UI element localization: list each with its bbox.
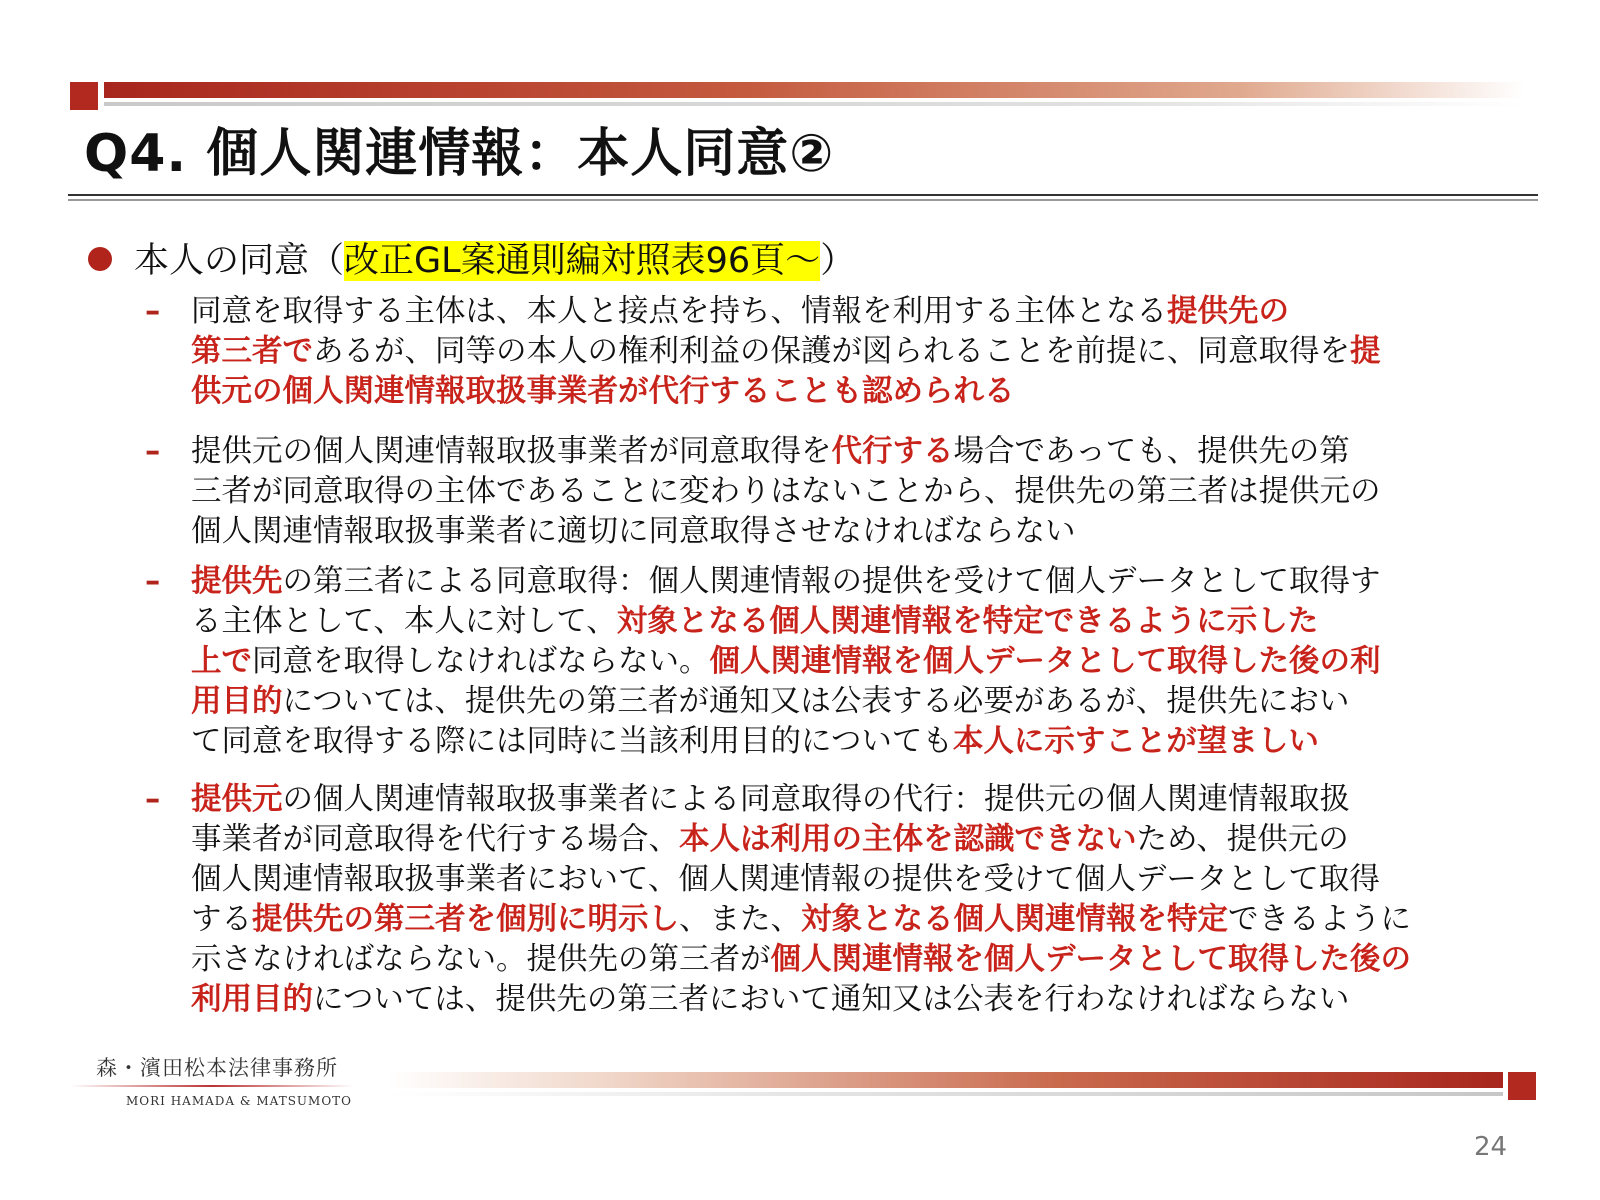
body-text: 同意を取得する主体は、本人と接点を持ち、情報を利用する主体となる (191, 294, 1167, 329)
slide-title: Q4. 個人関連情報：本人同意② (84, 124, 835, 184)
title-rule-secondary (68, 199, 1538, 201)
text-line (191, 780, 1541, 820)
body-text: 事業者が同意取得を代行する場合、 (191, 822, 679, 857)
emphasis-text: 供元の個人関連情報取扱事業者が代行することも認められる (191, 374, 1015, 409)
body-text: できるように (1228, 902, 1411, 937)
emphasis-text: 代行する (831, 434, 954, 469)
text-line (191, 472, 1541, 512)
body-text: 、また、 (679, 902, 801, 937)
dash-marker: – (145, 564, 161, 599)
emphasis-text: 利用目的 (191, 982, 313, 1017)
text-line (191, 900, 1541, 940)
text-line (191, 432, 1541, 472)
text-line (191, 562, 1541, 602)
text-line (191, 512, 1541, 552)
emphasis-text: 対象となる個人関連情報を特定 (801, 902, 1228, 937)
firm-name-japanese: 森・濱田松本法律事務所 (96, 1056, 338, 1080)
page-number: 24 (1474, 1132, 1508, 1162)
body-text: する (191, 902, 252, 937)
body-text: の個人関連情報取扱事業者による同意取得の代行：提供元の個人関連情報取扱 (282, 782, 1350, 817)
emphasis-text: 個人関連情報を個人データとして取得した後の利 (709, 644, 1381, 679)
dash-marker: – (145, 434, 161, 469)
top-accent-square (70, 82, 98, 110)
body-text: 三者が同意取得の主体であることに変わりはないことから、提供先の第三者は提供元の (191, 474, 1381, 509)
emphasis-text: 対象となる個人関連情報を特定できるように示した (616, 604, 1319, 639)
bottom-accent-square (1508, 1072, 1536, 1100)
emphasis-text: 第三者で (191, 334, 313, 369)
text-line (191, 860, 1541, 900)
text-line (191, 940, 1541, 980)
text-line (191, 682, 1541, 722)
body-text: あるが、同等の本人の権利利益の保護が図られることを前提に、同意取得を (313, 334, 1350, 369)
text-line (191, 820, 1541, 860)
emphasis-text: 提 (1350, 334, 1381, 369)
bottom-gradient-bar (388, 1072, 1503, 1088)
bullet-highlight: 改正GL案通則編対照表96頁～ (344, 241, 821, 281)
emphasis-text: 提供元 (191, 782, 283, 817)
emphasis-text: 提供先の (1167, 294, 1289, 329)
emphasis-text: 本人に示すことが望ましい (952, 724, 1319, 759)
emphasis-text: 提供先の第三者を個別に明示し (252, 902, 679, 937)
bullet-prefix: 本人の同意（ (134, 241, 345, 281)
body-text: て同意を取得する際には同時に当該利用目的についても (191, 724, 953, 759)
text-line (191, 642, 1541, 682)
body-text: については、提供先の第三者において通知又は公表を行わなければならない (313, 982, 1350, 1017)
body-text: 同意を取得しなければならない。 (252, 644, 710, 679)
sub-item-text (191, 432, 1541, 552)
main-bullet (88, 238, 855, 284)
dash-marker: – (145, 294, 161, 329)
emphasis-text: 上で (191, 644, 252, 679)
sub-item-text (191, 292, 1541, 412)
emphasis-text: 個人関連情報を個人データとして取得した後の (770, 942, 1411, 977)
top-gradient-bar (104, 82, 1524, 98)
body-text: 示さなければならない。提供先の第三者が (191, 942, 771, 977)
text-line (191, 722, 1541, 762)
body-text: の第三者による同意取得：個人関連情報の提供を受けて個人データとして取得す (282, 564, 1381, 599)
top-gray-line (104, 102, 1524, 106)
bullet-dot-icon (88, 247, 112, 271)
text-line (191, 292, 1541, 332)
bottom-gray-line (388, 1092, 1503, 1096)
body-text: 個人関連情報取扱事業者において、個人関連情報の提供を受けて個人データとして取得 (191, 862, 1380, 897)
text-line (191, 602, 1541, 642)
title-rule (68, 194, 1538, 196)
sub-item-text (191, 780, 1541, 1020)
text-line (191, 372, 1541, 412)
emphasis-text: 本人は利用の主体を認識できない (679, 822, 1137, 857)
text-line (191, 980, 1541, 1020)
body-text: ため、提供元の (1136, 822, 1349, 857)
body-text: については、提供先の第三者が通知又は公表する必要があるが、提供先におい (282, 684, 1350, 719)
bullet-suffix: ） (820, 241, 856, 281)
sub-item-text (191, 562, 1541, 762)
body-text: る主体として、本人に対して、 (191, 604, 617, 639)
firm-name-rule (70, 1085, 354, 1087)
emphasis-text: 提供先 (191, 564, 283, 599)
firm-name-english: MORI HAMADA & MATSUMOTO (126, 1094, 352, 1108)
text-line (191, 332, 1541, 372)
emphasis-text: 用目的 (191, 684, 283, 719)
body-text: 場合であっても、提供先の第 (953, 434, 1350, 469)
body-text: 個人関連情報取扱事業者に適切に同意取得させなければならない (191, 514, 1076, 549)
body-text: 提供元の個人関連情報取扱事業者が同意取得を (191, 434, 832, 469)
dash-marker: – (145, 782, 161, 817)
